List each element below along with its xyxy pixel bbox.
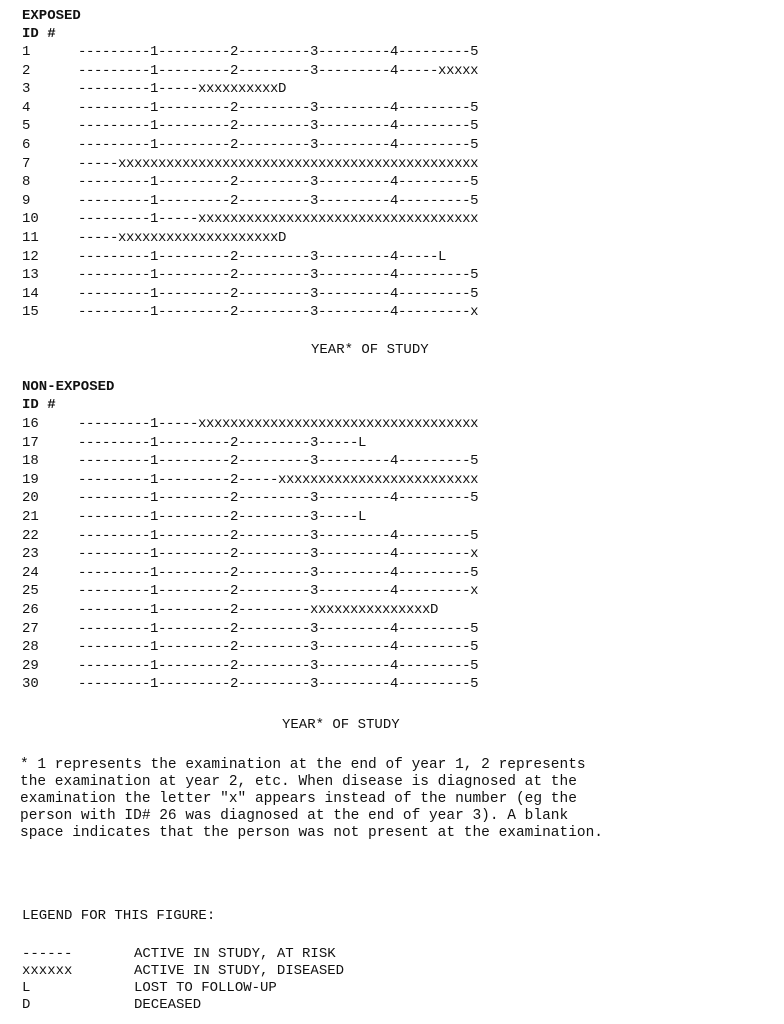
legend-item [22,963,344,979]
subject-row [22,100,478,116]
follow-up-timeline: ---------1---------2---------3---------4---------5 [78,99,479,116]
subject-row [22,658,478,674]
follow-up-timeline: ---------1---------2---------3---------4---------5 [78,192,479,209]
legend-symbol: L [22,980,31,996]
follow-up-timeline: ---------1---------2---------3-----L [78,509,367,525]
subject-row [22,63,478,79]
subject-row [22,174,478,190]
non-exposed-axis-label: YEAR* OF STUDY [282,717,400,733]
subject-id: 23 [22,546,39,563]
follow-up-timeline: -----xxxxxxxxxxxxxxxxxxxxxxxxxxxxxxxxxxxxxxxxxxxxx [78,155,479,172]
follow-up-timeline: ---------1---------2---------3-----L [78,434,367,451]
subject-id: 15 [22,304,39,321]
follow-up-timeline: ---------1---------2---------3---------4---------5 [78,564,479,581]
non-exposed-heading: NON-EXPOSED [22,379,115,395]
subject-row [22,602,438,618]
subject-id: 28 [22,639,39,656]
follow-up-timeline: ---------1-----xxxxxxxxxxD [78,81,287,98]
subject-id: 16 [22,416,39,432]
legend-item [22,946,336,962]
legend-symbol: ------ [22,946,73,962]
subject-row [22,565,478,581]
subject-row [22,193,478,209]
subject-id: 20 [22,490,39,507]
subject-row [22,676,478,692]
follow-up-timeline: ---------1---------2---------3---------4---------5 [78,118,479,135]
subject-row [22,416,478,432]
subject-row [22,583,478,599]
subject-id: 18 [22,453,39,470]
subject-id: 2 [22,62,31,79]
subject-row [22,137,478,153]
subject-row [22,509,366,525]
legend-meaning: ACTIVE IN STUDY, AT RISK [134,946,336,962]
subject-id: 5 [22,118,31,135]
subject-row [22,156,478,172]
subject-id: 12 [22,248,39,265]
follow-up-timeline: ---------1---------2---------3---------4---------5 [78,639,479,656]
follow-up-timeline: ---------1---------2---------3---------4---------5 [78,285,479,302]
subject-row [22,44,478,60]
legend-item [22,980,277,996]
follow-up-timeline: ---------1---------2---------3---------4---------5 [78,44,479,60]
follow-up-timeline: ---------1---------2---------3---------4-----xxxxx [78,62,479,79]
follow-up-timeline: ---------1---------2---------3---------4-----L [78,248,447,265]
subject-id: 4 [22,99,31,116]
subject-id: 22 [22,527,39,544]
subject-id: 10 [22,211,39,228]
subject-id: 14 [22,285,39,302]
subject-id: 27 [22,620,39,637]
follow-up-timeline: ---------1---------2---------3---------4---------5 [78,137,479,153]
follow-up-timeline: ---------1---------2---------3---------4---------5 [78,490,479,507]
follow-up-timeline: ---------1---------2---------3---------4---------5 [78,174,479,191]
follow-up-timeline: ---------1---------2---------3---------4---------5 [78,657,479,674]
subject-id: 30 [22,676,39,693]
follow-up-timeline: ---------1---------2---------3---------4---------x [78,304,479,321]
subject-id: 1 [22,44,31,60]
exposed-id-label: ID # [22,26,56,42]
follow-up-timeline: -----xxxxxxxxxxxxxxxxxxxxD [78,230,287,246]
footnote: * 1 represents the examination at the end of year 1, 2 represents the examination at year 2, etc. When disease is diagnosed at the examination the letter "x" appears instead of the number (eg the person with ID# 26 was diagnosed at the end of year 3). A blank space indicates that the person was not present at the examination. [20,757,603,841]
subject-id: 9 [22,192,31,209]
subject-id: 6 [22,137,31,153]
follow-up-timeline: ---------1---------2---------3---------4---------x [78,546,479,563]
subject-row [22,249,446,265]
subject-id: 24 [22,564,39,581]
subject-id: 13 [22,267,39,284]
exposed-heading: EXPOSED [22,8,81,24]
legend-symbol: xxxxxx [22,963,73,979]
subject-row [22,304,478,320]
subject-row [22,81,286,97]
legend-title: LEGEND FOR THIS FIGURE: [22,908,216,924]
follow-up-timeline: ---------1---------2---------3---------4---------5 [78,453,479,470]
follow-up-timeline: ---------1---------2---------3---------4---------5 [78,676,479,693]
follow-up-timeline: ---------1---------2---------3---------4---------5 [78,267,479,284]
follow-up-timeline: ---------1---------2---------3---------4---------5 [78,527,479,544]
legend-item [22,997,201,1013]
legend-meaning: ACTIVE IN STUDY, DISEASED [134,963,345,979]
subject-row [22,621,478,637]
non-exposed-id-label: ID # [22,397,56,413]
legend-symbol: D [22,997,31,1013]
subject-row [22,639,478,655]
subject-id: 21 [22,509,39,525]
subject-row [22,267,478,283]
subject-id: 26 [22,602,39,618]
legend-meaning: LOST TO FOLLOW-UP [134,980,277,996]
subject-id: 8 [22,174,31,191]
legend-meaning: DECEASED [134,997,202,1013]
follow-up-timeline: ---------1-----xxxxxxxxxxxxxxxxxxxxxxxxxxxxxxxxxxx [78,416,479,432]
subject-row [22,118,478,134]
exposed-axis-label: YEAR* OF STUDY [311,342,429,358]
subject-id: 7 [22,155,31,172]
subject-id: 17 [22,434,39,451]
subject-id: 29 [22,657,39,674]
follow-up-timeline: ---------1---------2---------3---------4---------x [78,583,479,600]
subject-row [22,453,478,469]
subject-id: 19 [22,471,39,488]
subject-id: 25 [22,583,39,600]
subject-row [22,546,478,562]
subject-row [22,490,478,506]
follow-up-timeline: ---------1---------2---------3---------4---------5 [78,620,479,637]
follow-up-timeline: ---------1-----xxxxxxxxxxxxxxxxxxxxxxxxxxxxxxxxxxx [78,211,479,228]
subject-row [22,435,366,451]
subject-id: 11 [22,230,39,246]
follow-up-timeline: ---------1---------2-----xxxxxxxxxxxxxxxxxxxxxxxxx [78,471,479,488]
subject-row [22,286,478,302]
subject-row [22,472,478,488]
subject-row [22,230,286,246]
follow-up-timeline: ---------1---------2---------xxxxxxxxxxxxxxxD [78,602,439,618]
subject-row [22,211,478,227]
subject-id: 3 [22,81,31,98]
subject-row [22,528,478,544]
